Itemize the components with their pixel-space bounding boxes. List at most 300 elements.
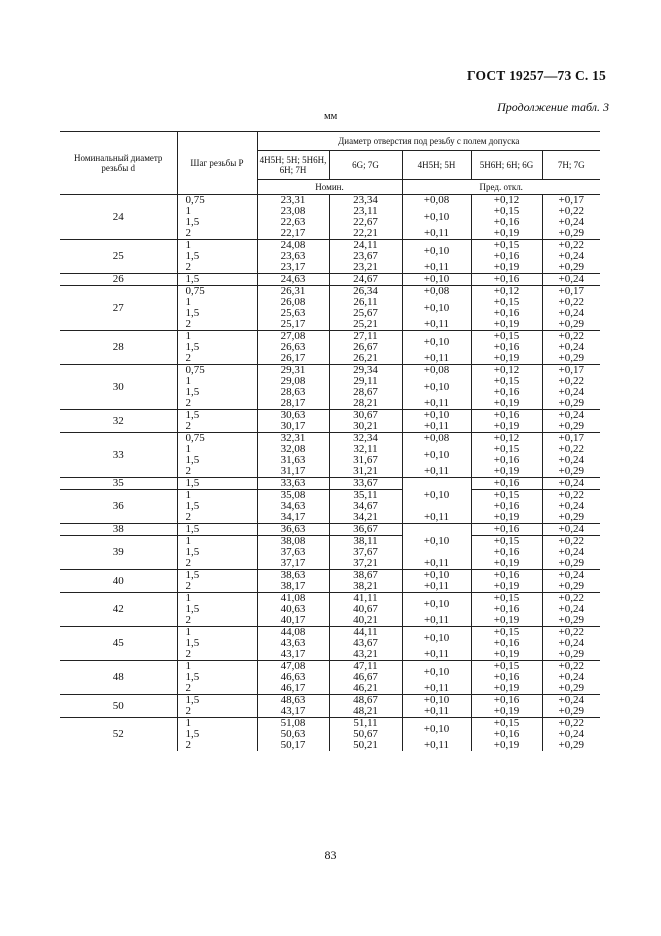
cell-tolerance-1: +0,11 <box>402 512 471 524</box>
cell-pitch: 1 <box>177 593 257 605</box>
cell-tolerance-2: +0,19 <box>471 398 542 410</box>
cell-nominal-1: 26,08 <box>257 297 329 308</box>
cell-nominal-2: 50,67 <box>329 729 402 740</box>
cell-nominal-1: 24,63 <box>257 274 329 286</box>
cell-nominal-1: 23,63 <box>257 251 329 262</box>
cell-pitch: 1 <box>177 536 257 548</box>
cell-tolerance-2: +0,16 <box>471 251 542 262</box>
cell-nominal-2: 36,67 <box>329 524 402 536</box>
cell-diameter: 42 <box>60 593 177 627</box>
cell-pitch: 1 <box>177 718 257 730</box>
cell-nominal-1: 35,08 <box>257 490 329 502</box>
cell-tolerance-3: +0,24 <box>558 307 584 319</box>
cell-tolerance-1: +0,10 <box>402 206 471 228</box>
cell-pitch: 1 <box>177 444 257 455</box>
cell-nominal-1: 32,08 <box>257 444 329 455</box>
cell-tolerance-2: +0,16 <box>471 478 542 490</box>
table-row <box>60 524 600 536</box>
cell-nominal-2: 30,67 <box>329 410 402 422</box>
cell-tolerance-3: +0,22 <box>558 443 584 455</box>
cell-nominal-2: 22,67 <box>329 217 402 228</box>
cell-pitch: 2 <box>177 740 257 751</box>
cell-pitch: 1,5 <box>177 570 257 582</box>
cell-nominal-2: 50,21 <box>329 740 402 751</box>
cell-tolerance-1: +0,10 <box>402 661 471 684</box>
cell-tolerance-3: +0,29 <box>558 352 584 364</box>
cell-tolerance-2: +0,19 <box>471 558 542 570</box>
cell-diameter: 33 <box>60 433 177 478</box>
cell-tolerance-3: +0,24 <box>542 410 600 422</box>
cell-nominal-2: 32,11 <box>329 444 402 455</box>
cell-tolerance-3: +0,17 <box>542 365 600 377</box>
cell-nominal-2: 51,11 <box>329 718 402 730</box>
cell-tolerance-2: +0,16 <box>471 570 542 582</box>
cell-tolerance-3: +0,22 <box>542 718 600 730</box>
col-header-c2: 6G; 7G <box>329 151 402 180</box>
cell-tolerance-1: +0,11 <box>402 683 471 695</box>
cell-tolerance-1: +0,11 <box>402 581 471 593</box>
cell-nominal-2: 48,21 <box>329 706 402 718</box>
cell-pitch: 1,5 <box>177 251 257 262</box>
cell-nominal-1: 22,63 <box>257 217 329 228</box>
cell-tolerance-1: +0,10 <box>402 695 471 707</box>
cell-nominal-2: 46,21 <box>329 683 402 695</box>
col-header-group: Диаметр отверстия под резьбу с полем допуска <box>257 132 600 151</box>
cell-tolerance-2: +0,15 <box>471 490 542 502</box>
cell-tolerance-3: +0,17 <box>542 195 600 207</box>
cell-nominal-2: 31,67 <box>329 455 402 466</box>
table-row <box>60 478 600 490</box>
cell-nominal-2: 38,67 <box>329 570 402 582</box>
cell-tolerance-3: +0,22 <box>542 593 600 605</box>
cell-nominal-1: 31,17 <box>257 466 329 478</box>
table-body <box>60 195 600 752</box>
cell-tolerance-1: +0,10 <box>402 410 471 422</box>
cell-tolerance-3: +0,29 <box>558 739 584 751</box>
cell-nominal-2: 31,21 <box>329 466 402 478</box>
cell-tolerance-2: +0,15 <box>471 718 542 730</box>
cell-tolerance-1: +0,11 <box>402 398 471 410</box>
cell-pitch: 1,5 <box>177 455 257 466</box>
cell-tolerance-3: +0,24 <box>542 695 600 707</box>
cell-pitch: 1 <box>177 240 257 252</box>
cell-tolerance-1: +0,08 <box>402 195 471 207</box>
cell-nominal-1: 46,17 <box>257 683 329 695</box>
cell-tolerance-2: +0,16 <box>471 604 542 615</box>
cell-tolerance-3: +0,22 <box>542 661 600 673</box>
cell-diameter: 52 <box>60 718 177 752</box>
cell-pitch: 0,75 <box>177 433 257 445</box>
cell-tolerance-1: +0,08 <box>402 286 471 298</box>
cell-nominal-1: 31,63 <box>257 455 329 466</box>
table-row <box>60 718 600 730</box>
cell-pitch: 2 <box>177 512 257 524</box>
cell-nominal-1: 50,63 <box>257 729 329 740</box>
cell-tolerance-2: +0,16 <box>471 308 542 319</box>
cell-tolerance-2: +0,12 <box>471 195 542 207</box>
cell-diameter: 35 <box>60 478 177 490</box>
cell-tolerance-1: +0,10 <box>402 593 471 616</box>
cell-nominal-2: 22,21 <box>329 228 402 240</box>
cell-tolerance-2: +0,15 <box>471 331 542 343</box>
cell-nominal-1: 38,08 <box>257 536 329 548</box>
cell-nominal-1: 38,17 <box>257 581 329 593</box>
cell-diameter: 30 <box>60 365 177 410</box>
cell-tolerance-2: +0,16 <box>471 547 542 558</box>
cell-nominal-1: 43,17 <box>257 649 329 661</box>
cell-tolerance-2: +0,19 <box>471 353 542 365</box>
cell-tolerance-3: +0,22 <box>542 536 600 548</box>
cell-tolerance-1: +0,10 <box>402 570 471 582</box>
cell-tolerance-3: +0,29 <box>558 318 584 330</box>
cell-nominal-2: 23,67 <box>329 251 402 262</box>
cell-tolerance-2: +0,19 <box>471 512 542 524</box>
cell-tolerance-2: +0,16 <box>471 387 542 398</box>
cell-tolerance-2: +0,19 <box>471 228 542 240</box>
cell-pitch: 2 <box>177 398 257 410</box>
cell-pitch: 2 <box>177 262 257 274</box>
cell-pitch: 1,5 <box>177 501 257 512</box>
cell-pitch: 2 <box>177 649 257 661</box>
cell-nominal-1: 37,63 <box>257 547 329 558</box>
cell-tolerance-3: +0,24 <box>558 603 584 615</box>
cell-pitch: 1,5 <box>177 695 257 707</box>
cell-nominal-1: 27,08 <box>257 331 329 343</box>
cell-nominal-2: 26,34 <box>329 286 402 298</box>
cell-pitch: 1 <box>177 206 257 217</box>
cell-tolerance-2: +0,15 <box>471 536 542 548</box>
cell-pitch: 1,5 <box>177 478 257 490</box>
cell-tolerance-3: +0,29 <box>558 397 584 409</box>
col-header-deviation: Пред. откл. <box>402 180 600 195</box>
cell-nominal-1: 25,17 <box>257 319 329 331</box>
cell-tolerance-3: +0,29 <box>558 261 584 273</box>
cell-tolerance-3: +0,29 <box>558 705 584 717</box>
cell-nominal-1: 29,08 <box>257 376 329 387</box>
cell-diameter: 32 <box>60 410 177 433</box>
cell-nominal-2: 26,21 <box>329 353 402 365</box>
cell-tolerance-3: +0,22 <box>558 296 584 308</box>
cell-nominal-2: 23,34 <box>329 195 402 207</box>
cell-pitch: 2 <box>177 228 257 240</box>
cell-tolerance-3: +0,29 <box>558 580 584 592</box>
table-row <box>60 570 600 582</box>
cell-nominal-2: 28,67 <box>329 387 402 398</box>
cell-tolerance-3: +0,29 <box>558 648 584 660</box>
cell-pitch: 1 <box>177 627 257 639</box>
cell-diameter: 39 <box>60 536 177 570</box>
cell-tolerance-1: +0,11 <box>402 649 471 661</box>
cell-nominal-2: 46,67 <box>329 672 402 683</box>
cell-tolerance-2: +0,12 <box>471 365 542 377</box>
cell-tolerance-2: +0,19 <box>471 319 542 331</box>
cell-tolerance-2: +0,19 <box>471 615 542 627</box>
cell-diameter: 40 <box>60 570 177 593</box>
cell-tolerance-1: +0,08 <box>402 365 471 377</box>
cell-nominal-2: 37,21 <box>329 558 402 570</box>
cell-nominal-2: 48,67 <box>329 695 402 707</box>
table-row <box>60 274 600 286</box>
cell-nominal-2: 47,11 <box>329 661 402 673</box>
cell-tolerance-1: +0,10 <box>402 274 471 286</box>
table-row <box>60 593 600 605</box>
cell-tolerance-2: +0,19 <box>471 649 542 661</box>
cell-nominal-1: 30,17 <box>257 421 329 433</box>
cell-nominal-2: 35,11 <box>329 490 402 502</box>
table-row <box>60 195 600 207</box>
cell-tolerance-3: +0,24 <box>542 570 600 582</box>
unit-label: мм <box>324 111 338 122</box>
cell-tolerance-3: +0,17 <box>542 286 600 298</box>
cell-tolerance-2: +0,19 <box>471 421 542 433</box>
cell-tolerance-2: +0,15 <box>471 376 542 387</box>
cell-pitch: 0,75 <box>177 365 257 377</box>
cell-tolerance-3: +0,22 <box>558 205 584 217</box>
cell-nominal-1: 47,08 <box>257 661 329 673</box>
table-row <box>60 410 600 422</box>
cell-tolerance-3: +0,24 <box>558 500 584 512</box>
cell-nominal-2: 23,21 <box>329 262 402 274</box>
cell-tolerance-3: +0,24 <box>542 478 600 490</box>
cell-nominal-2: 25,21 <box>329 319 402 331</box>
cell-tolerance-3: +0,29 <box>558 420 584 432</box>
cell-tolerance-2: +0,16 <box>471 217 542 228</box>
cell-tolerance-1: +0,10 <box>402 478 471 513</box>
cell-nominal-1: 44,08 <box>257 627 329 639</box>
cell-pitch: 1,5 <box>177 410 257 422</box>
cell-pitch: 2 <box>177 466 257 478</box>
cell-tolerance-1: +0,11 <box>402 466 471 478</box>
cell-nominal-1: 50,17 <box>257 740 329 751</box>
cell-tolerance-2: +0,15 <box>471 206 542 217</box>
cell-tolerance-2: +0,15 <box>471 297 542 308</box>
cell-pitch: 2 <box>177 683 257 695</box>
cell-diameter: 48 <box>60 661 177 695</box>
cell-nominal-1: 24,08 <box>257 240 329 252</box>
cell-tolerance-3: +0,17 <box>542 433 600 445</box>
table-row <box>60 365 600 377</box>
table-row <box>60 695 600 707</box>
cell-tolerance-1: +0,10 <box>402 444 471 466</box>
cell-nominal-2: 44,11 <box>329 627 402 639</box>
cell-tolerance-1: +0,11 <box>402 262 471 274</box>
cell-tolerance-3: +0,29 <box>558 465 584 477</box>
cell-nominal-1: 38,63 <box>257 570 329 582</box>
cell-tolerance-2: +0,16 <box>471 410 542 422</box>
col-header-c4: 5H6H; 6H; 6G <box>471 151 542 180</box>
cell-tolerance-3: +0,24 <box>542 274 600 286</box>
cell-tolerance-2: +0,15 <box>471 444 542 455</box>
cell-tolerance-3: +0,29 <box>558 614 584 626</box>
cell-tolerance-2: +0,19 <box>471 581 542 593</box>
cell-tolerance-1: +0,10 <box>402 376 471 398</box>
cell-nominal-1: 22,17 <box>257 228 329 240</box>
cell-tolerance-2: +0,12 <box>471 286 542 298</box>
cell-nominal-2: 32,34 <box>329 433 402 445</box>
cell-tolerance-2: +0,19 <box>471 740 542 751</box>
cell-pitch: 1,5 <box>177 308 257 319</box>
cell-nominal-2: 40,67 <box>329 604 402 615</box>
cell-pitch: 1,5 <box>177 524 257 536</box>
cell-pitch: 2 <box>177 558 257 570</box>
cell-tolerance-1: +0,10 <box>402 240 471 263</box>
cell-nominal-1: 40,17 <box>257 615 329 627</box>
cell-nominal-2: 34,21 <box>329 512 402 524</box>
cell-diameter: 25 <box>60 240 177 274</box>
cell-tolerance-2: +0,16 <box>471 274 542 286</box>
cell-nominal-1: 34,17 <box>257 512 329 524</box>
cell-nominal-2: 38,11 <box>329 536 402 548</box>
cell-tolerance-2: +0,19 <box>471 683 542 695</box>
cell-nominal-1: 51,08 <box>257 718 329 730</box>
standard-header: ГОСТ 19257—73 С. 15 <box>467 68 606 83</box>
cell-nominal-1: 26,63 <box>257 342 329 353</box>
cell-diameter: 24 <box>60 195 177 240</box>
cell-nominal-1: 43,17 <box>257 706 329 718</box>
cell-nominal-1: 48,63 <box>257 695 329 707</box>
cell-tolerance-2: +0,16 <box>471 524 542 536</box>
cell-nominal-1: 28,63 <box>257 387 329 398</box>
cell-nominal-2: 29,34 <box>329 365 402 377</box>
cell-tolerance-3: +0,24 <box>558 671 584 683</box>
table-row <box>60 627 600 639</box>
cell-tolerance-1: +0,08 <box>402 433 471 445</box>
cell-tolerance-1: +0,11 <box>402 228 471 240</box>
cell-pitch: 1,5 <box>177 217 257 228</box>
cell-tolerance-3: +0,29 <box>558 511 584 523</box>
cell-tolerance-2: +0,19 <box>471 706 542 718</box>
cell-nominal-2: 30,21 <box>329 421 402 433</box>
cell-nominal-2: 43,21 <box>329 649 402 661</box>
cell-nominal-1: 30,63 <box>257 410 329 422</box>
cell-pitch: 1 <box>177 376 257 387</box>
cell-pitch: 2 <box>177 319 257 331</box>
cell-pitch: 1,5 <box>177 638 257 649</box>
cell-nominal-2: 34,67 <box>329 501 402 512</box>
table-continuation-label: Продолжение табл. 3 <box>497 100 609 114</box>
col-header-c5: 7H; 7G <box>542 151 600 180</box>
cell-nominal-2: 29,11 <box>329 376 402 387</box>
cell-tolerance-2: +0,19 <box>471 466 542 478</box>
cell-tolerance-3: +0,29 <box>558 682 584 694</box>
cell-nominal-1: 34,63 <box>257 501 329 512</box>
cell-tolerance-1: +0,10 <box>402 331 471 354</box>
cell-pitch: 1,5 <box>177 729 257 740</box>
cell-nominal-2: 27,11 <box>329 331 402 343</box>
cell-tolerance-3: +0,24 <box>558 728 584 740</box>
cell-diameter: 50 <box>60 695 177 718</box>
cell-tolerance-1: +0,11 <box>402 319 471 331</box>
col-header-c3: 4H5H; 5H <box>402 151 471 180</box>
cell-tolerance-1: +0,11 <box>402 706 471 718</box>
cell-nominal-1: 40,63 <box>257 604 329 615</box>
cell-tolerance-1: +0,10 <box>402 627 471 650</box>
cell-tolerance-1: +0,11 <box>402 740 471 751</box>
cell-pitch: 2 <box>177 581 257 593</box>
cell-tolerance-3: +0,22 <box>542 240 600 252</box>
cell-nominal-2: 33,67 <box>329 478 402 490</box>
cell-tolerance-3: +0,24 <box>558 216 584 228</box>
cell-tolerance-3: +0,24 <box>558 250 584 262</box>
cell-diameter: 26 <box>60 274 177 286</box>
cell-nominal-1: 26,17 <box>257 353 329 365</box>
cell-nominal-2: 41,11 <box>329 593 402 605</box>
cell-nominal-2: 38,21 <box>329 581 402 593</box>
cell-nominal-1: 23,31 <box>257 195 329 207</box>
col-header-diameter: Номинальный диаметр резьбы d <box>60 132 177 195</box>
cell-nominal-1: 37,17 <box>257 558 329 570</box>
cell-tolerance-2: +0,16 <box>471 695 542 707</box>
cell-pitch: 2 <box>177 615 257 627</box>
cell-nominal-2: 43,67 <box>329 638 402 649</box>
cell-tolerance-1: +0,11 <box>402 421 471 433</box>
table-row <box>60 433 600 445</box>
cell-pitch: 1 <box>177 490 257 502</box>
cell-tolerance-2: +0,16 <box>471 342 542 353</box>
cell-pitch: 1 <box>177 297 257 308</box>
cell-nominal-1: 26,31 <box>257 286 329 298</box>
col-header-c1: 4H5H; 5H; 5H6H, 6H; 7H <box>257 151 329 180</box>
cell-tolerance-2: +0,19 <box>471 262 542 274</box>
cell-tolerance-3: +0,22 <box>542 490 600 502</box>
cell-nominal-2: 37,67 <box>329 547 402 558</box>
cell-pitch: 1,5 <box>177 342 257 353</box>
cell-tolerance-1: +0,10 <box>402 718 471 741</box>
cell-pitch: 2 <box>177 706 257 718</box>
cell-nominal-2: 26,67 <box>329 342 402 353</box>
cell-nominal-2: 40,21 <box>329 615 402 627</box>
cell-tolerance-3: +0,24 <box>542 524 600 536</box>
table-row <box>60 661 600 673</box>
cell-nominal-1: 32,31 <box>257 433 329 445</box>
cell-nominal-1: 23,08 <box>257 206 329 217</box>
table-row <box>60 286 600 298</box>
cell-tolerance-2: +0,12 <box>471 433 542 445</box>
cell-tolerance-3: +0,22 <box>542 331 600 343</box>
cell-nominal-2: 26,11 <box>329 297 402 308</box>
cell-tolerance-3: +0,22 <box>558 375 584 387</box>
col-header-nominal: Номин. <box>257 180 402 195</box>
cell-nominal-2: 24,11 <box>329 240 402 252</box>
cell-pitch: 1,5 <box>177 604 257 615</box>
cell-nominal-1: 33,63 <box>257 478 329 490</box>
cell-tolerance-3: +0,22 <box>542 627 600 639</box>
cell-diameter: 38 <box>60 524 177 536</box>
cell-tolerance-2: +0,15 <box>471 240 542 252</box>
cell-pitch: 2 <box>177 353 257 365</box>
cell-nominal-2: 25,67 <box>329 308 402 319</box>
col-header-pitch: Шаг резьбы P <box>177 132 257 195</box>
cell-nominal-1: 41,08 <box>257 593 329 605</box>
cell-diameter: 45 <box>60 627 177 661</box>
cell-tolerance-3: +0,24 <box>558 637 584 649</box>
cell-tolerance-2: +0,15 <box>471 661 542 673</box>
cell-tolerance-3: +0,29 <box>558 557 584 569</box>
table-row <box>60 536 600 548</box>
cell-tolerance-1: +0,10 <box>402 297 471 319</box>
cell-tolerance-3: +0,24 <box>558 454 584 466</box>
cell-nominal-1: 23,17 <box>257 262 329 274</box>
thread-hole-diameter-table <box>60 131 600 751</box>
cell-nominal-2: 28,21 <box>329 398 402 410</box>
cell-tolerance-1: +0,11 <box>402 558 471 570</box>
cell-tolerance-2: +0,16 <box>471 672 542 683</box>
cell-diameter: 28 <box>60 331 177 365</box>
cell-tolerance-2: +0,16 <box>471 455 542 466</box>
cell-nominal-1: 28,17 <box>257 398 329 410</box>
cell-tolerance-3: +0,29 <box>558 227 584 239</box>
table-row <box>60 240 600 252</box>
